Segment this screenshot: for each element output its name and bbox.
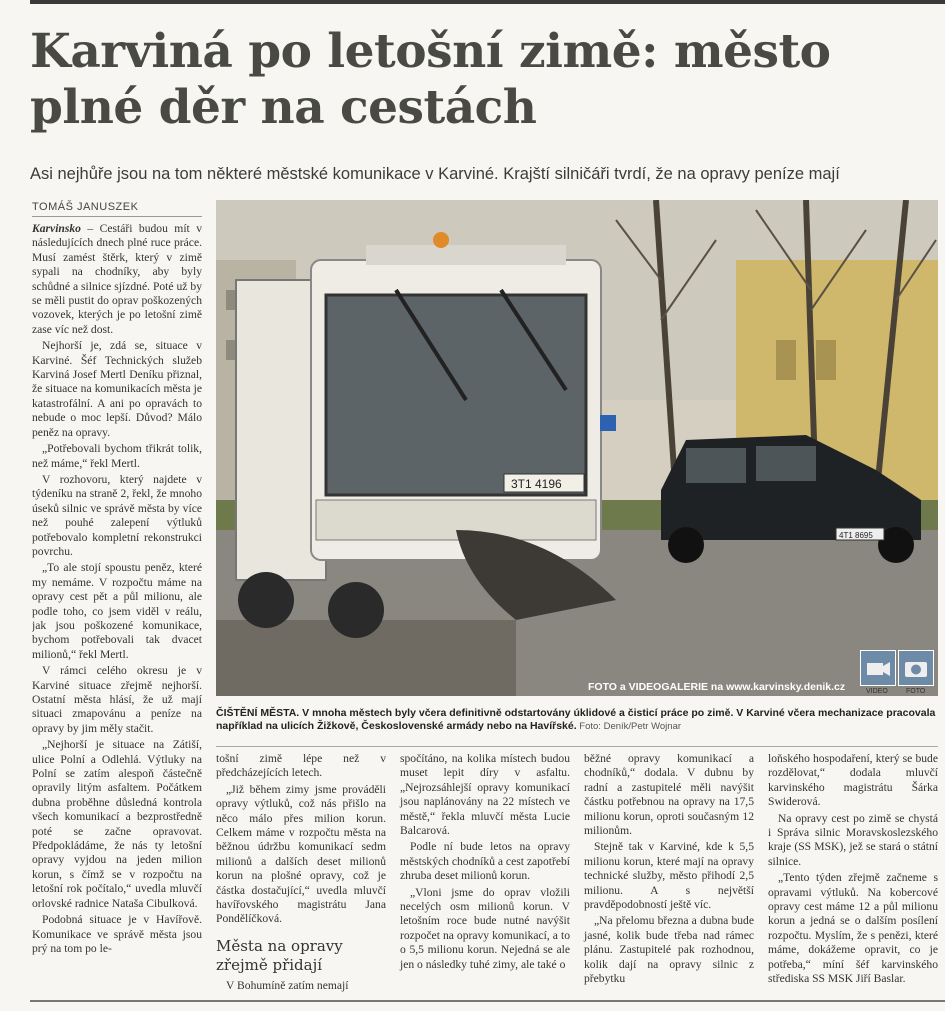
bottom-rule <box>30 1000 945 1002</box>
car-plate: 4T1 8695 <box>839 531 873 540</box>
paragraph: „Vloni jsme do oprav vložili necelých osm milionů korun. V letošním roce bude nutné navýšit rozpočet na opravy komunikací, a to o 5,5 milionu korun. Nejedná se ale jen o následky tuhé zimy, ale také o <box>400 885 570 971</box>
street-sweeper-photo <box>216 200 938 696</box>
paragraph: „Potřebovali bychom třikrát tolik, než máme,“ řekl Mertl. <box>32 442 202 470</box>
column-2 <box>216 752 386 995</box>
column-1 <box>32 222 202 1002</box>
paragraph: loňského hospodaření, který se bude rozdělovat,“ dodala mluvčí karvinského magistrátu Šárka Swiderová. <box>768 752 938 809</box>
paragraph: tošní zimě lépe než v předcházejících letech. <box>216 752 386 780</box>
caption-divider <box>216 746 938 747</box>
paragraph: Podle ní bude letos na opravy městských chodníků a cest zapotřebí zhruba deset milionů korun. <box>400 840 570 883</box>
lead-paragraph <box>32 222 202 337</box>
column-4 <box>584 752 754 989</box>
paragraph: „Již během zimy jsme prováděli opravy výtluků, což nás přišlo na něco málo přes milion korun. Celkem máme v rozpočtu města na běžnou údržbu komunikací sedm milionů a dalších deset milionů korun na plošné opravy, což je částka dostačující,“ uvedla mluvčí havířovského magistrátu Jana Pondělíčková. <box>216 782 386 926</box>
paragraph: Na opravy cest po zimě se chystá i Správa silnic Moravskoslezského kraje (SS MSK), jež se stará o státní silnice. <box>768 811 938 868</box>
paragraph: – Cestáři budou mít v následujících dnech plné ruce práce. Musí zamést štěrk, který v zimě sypali na chodníky, aby byly schůdné a silnice sjízdné. Poté už by se měli pustit do oprav poškozených vozovek, kterých je po letošní zimě zase víc než dost. <box>32 222 202 336</box>
paragraph: Podobná situace je v Havířově. Komunikace ve správě města jsou prý na tom po le- <box>32 913 202 955</box>
truck-plate: 3T1 4196 <box>511 477 562 491</box>
paragraph: Nejhorší je, zdá se, situace v Karviné. Šéf Technických služeb Karviná Josef Mertl Deníku přiznal, že situace na komunikacích města je katastrofální. A ani po opravách to nebude o moc lepší. Důvod? Málo peněz na opravy. <box>32 339 202 439</box>
photo-caption <box>216 707 938 733</box>
paragraph: Stejně tak v Karviné, kde k 5,5 milionu korun, které mají na opravy technické služby, město přihodí 2,5 milionu. A s největší pravděpodobností ještě víc. <box>584 840 754 912</box>
paragraph: V Bohumíně zatím nemají <box>226 978 349 992</box>
article-headline: Karviná po letošní zimě: město plné děr na cestách <box>30 24 831 135</box>
caption-text: V mnoha městech byly včera definitivně odstartovány úklidové a čisticí práce po zimě. V Karviné včera mechanizace pracovala například na ulicích Žižkově, Československé armády nebo na Havířské. <box>216 707 936 732</box>
column-3 <box>400 752 570 974</box>
dateline: Karvinsko <box>32 222 81 235</box>
video-camera-icon[interactable] <box>860 650 896 686</box>
video-label: VIDEO <box>866 688 888 695</box>
section-subheading: Města na opravy zřejmě přidají <box>216 936 343 974</box>
paragraph: „Na přelomu března a dubna bude jasné, kolik bude třeba nad rámec plánu. Zastupitelé pak rozhodnou, kolik dají na opravy silnic z přebytku <box>584 914 754 986</box>
paragraph: „To ale stojí spoustu peněz, které my nemáme. V rozpočtu máme na opravy cest pět a půl milionu, ale podle toho, co jsem viděl v reálu, jak jsou poškozené komunikace, bychom potřebovali tak dvacet milionů,“ řekl Mertl. <box>32 561 202 661</box>
author-byline: TOMÁŠ JANUSZEK <box>32 201 139 213</box>
top-rule <box>30 0 945 4</box>
paragraph: V rozhovoru, který najdete v týdeníku na straně 2, řekl, že mnoho úseků silnic ve správě města by více než pouhé zalepení výtluků potřebovalo kompletní rekonstrukci povrchu. <box>32 472 202 558</box>
paragraph: „Tento týden zřejmě začneme s opravami výtluků. Na kobercové opravy cest máme 12 a půl milionu korun a jedná se o dalším posílení rozpočtu. Myslím, že s penězi, které máme, dokážeme opravit, co je potřeba,“ míní šéf karvinského střediska SS MSK Jiří Baslar. <box>768 871 938 986</box>
photo-camera-icon[interactable] <box>898 650 934 686</box>
foto-label: FOTO <box>906 688 926 695</box>
article-photo <box>216 200 938 696</box>
caption-photo-credit: Foto: Deník/Petr Wojnar <box>576 721 682 732</box>
column-5 <box>768 752 938 989</box>
paragraph: běžné opravy komunikací a chodníků,“ dodala. V dubnu by radní a zastupitelé měli navýšit částku potřebnou na opravy na 17,5 milionu korun, oproti současným 12 milionům. <box>584 752 754 838</box>
byline-divider <box>32 216 202 217</box>
caption-title: ČIŠTĚNÍ MĚSTA. <box>216 707 300 719</box>
article-subheadline: Asi nejhůře jsou na tom některé městské komunikace v Karviné. Krajští silničáři tvrdí, že na opravy peníze mají <box>30 165 840 183</box>
photo-credit-link[interactable]: FOTO a VIDEOGALERIE na www.karvinsky.denik.cz <box>588 681 846 693</box>
paragraph: spočítáno, na kolika místech budou muset lepit díry v asfaltu. „Nejrozsáhlejší opravy komunikací jsou naplánovány na 22 místech ve městě,“ řekla mluvčí města Lucie Balcarová. <box>400 752 570 838</box>
paragraph: V rámci celého okresu je v Karviné situace zřejmě nejhorší. Ostatní města hlásí, že už mají situaci zmapovánu a peníze na opravy by jim měly stačit. <box>32 664 202 735</box>
paragraph: „Nejhorší je situace na Zátiší, ulice Polní a Odlehlá. Výtluky na Polní se zatím alespoň částečně opravily litým asfaltem. Počátkem dubna proběhne důsledná kontrola všech komunikací a bezprostředně poté se začne opravovat. Předpokládáme, že nás ty letošní opravy vyjdou na jeden milion korun, s čímž se v rozpočtu na letošní rok počítalo,“ uvedla mluvčí orlovské radnice Nataša Cibulková. <box>32 738 202 910</box>
